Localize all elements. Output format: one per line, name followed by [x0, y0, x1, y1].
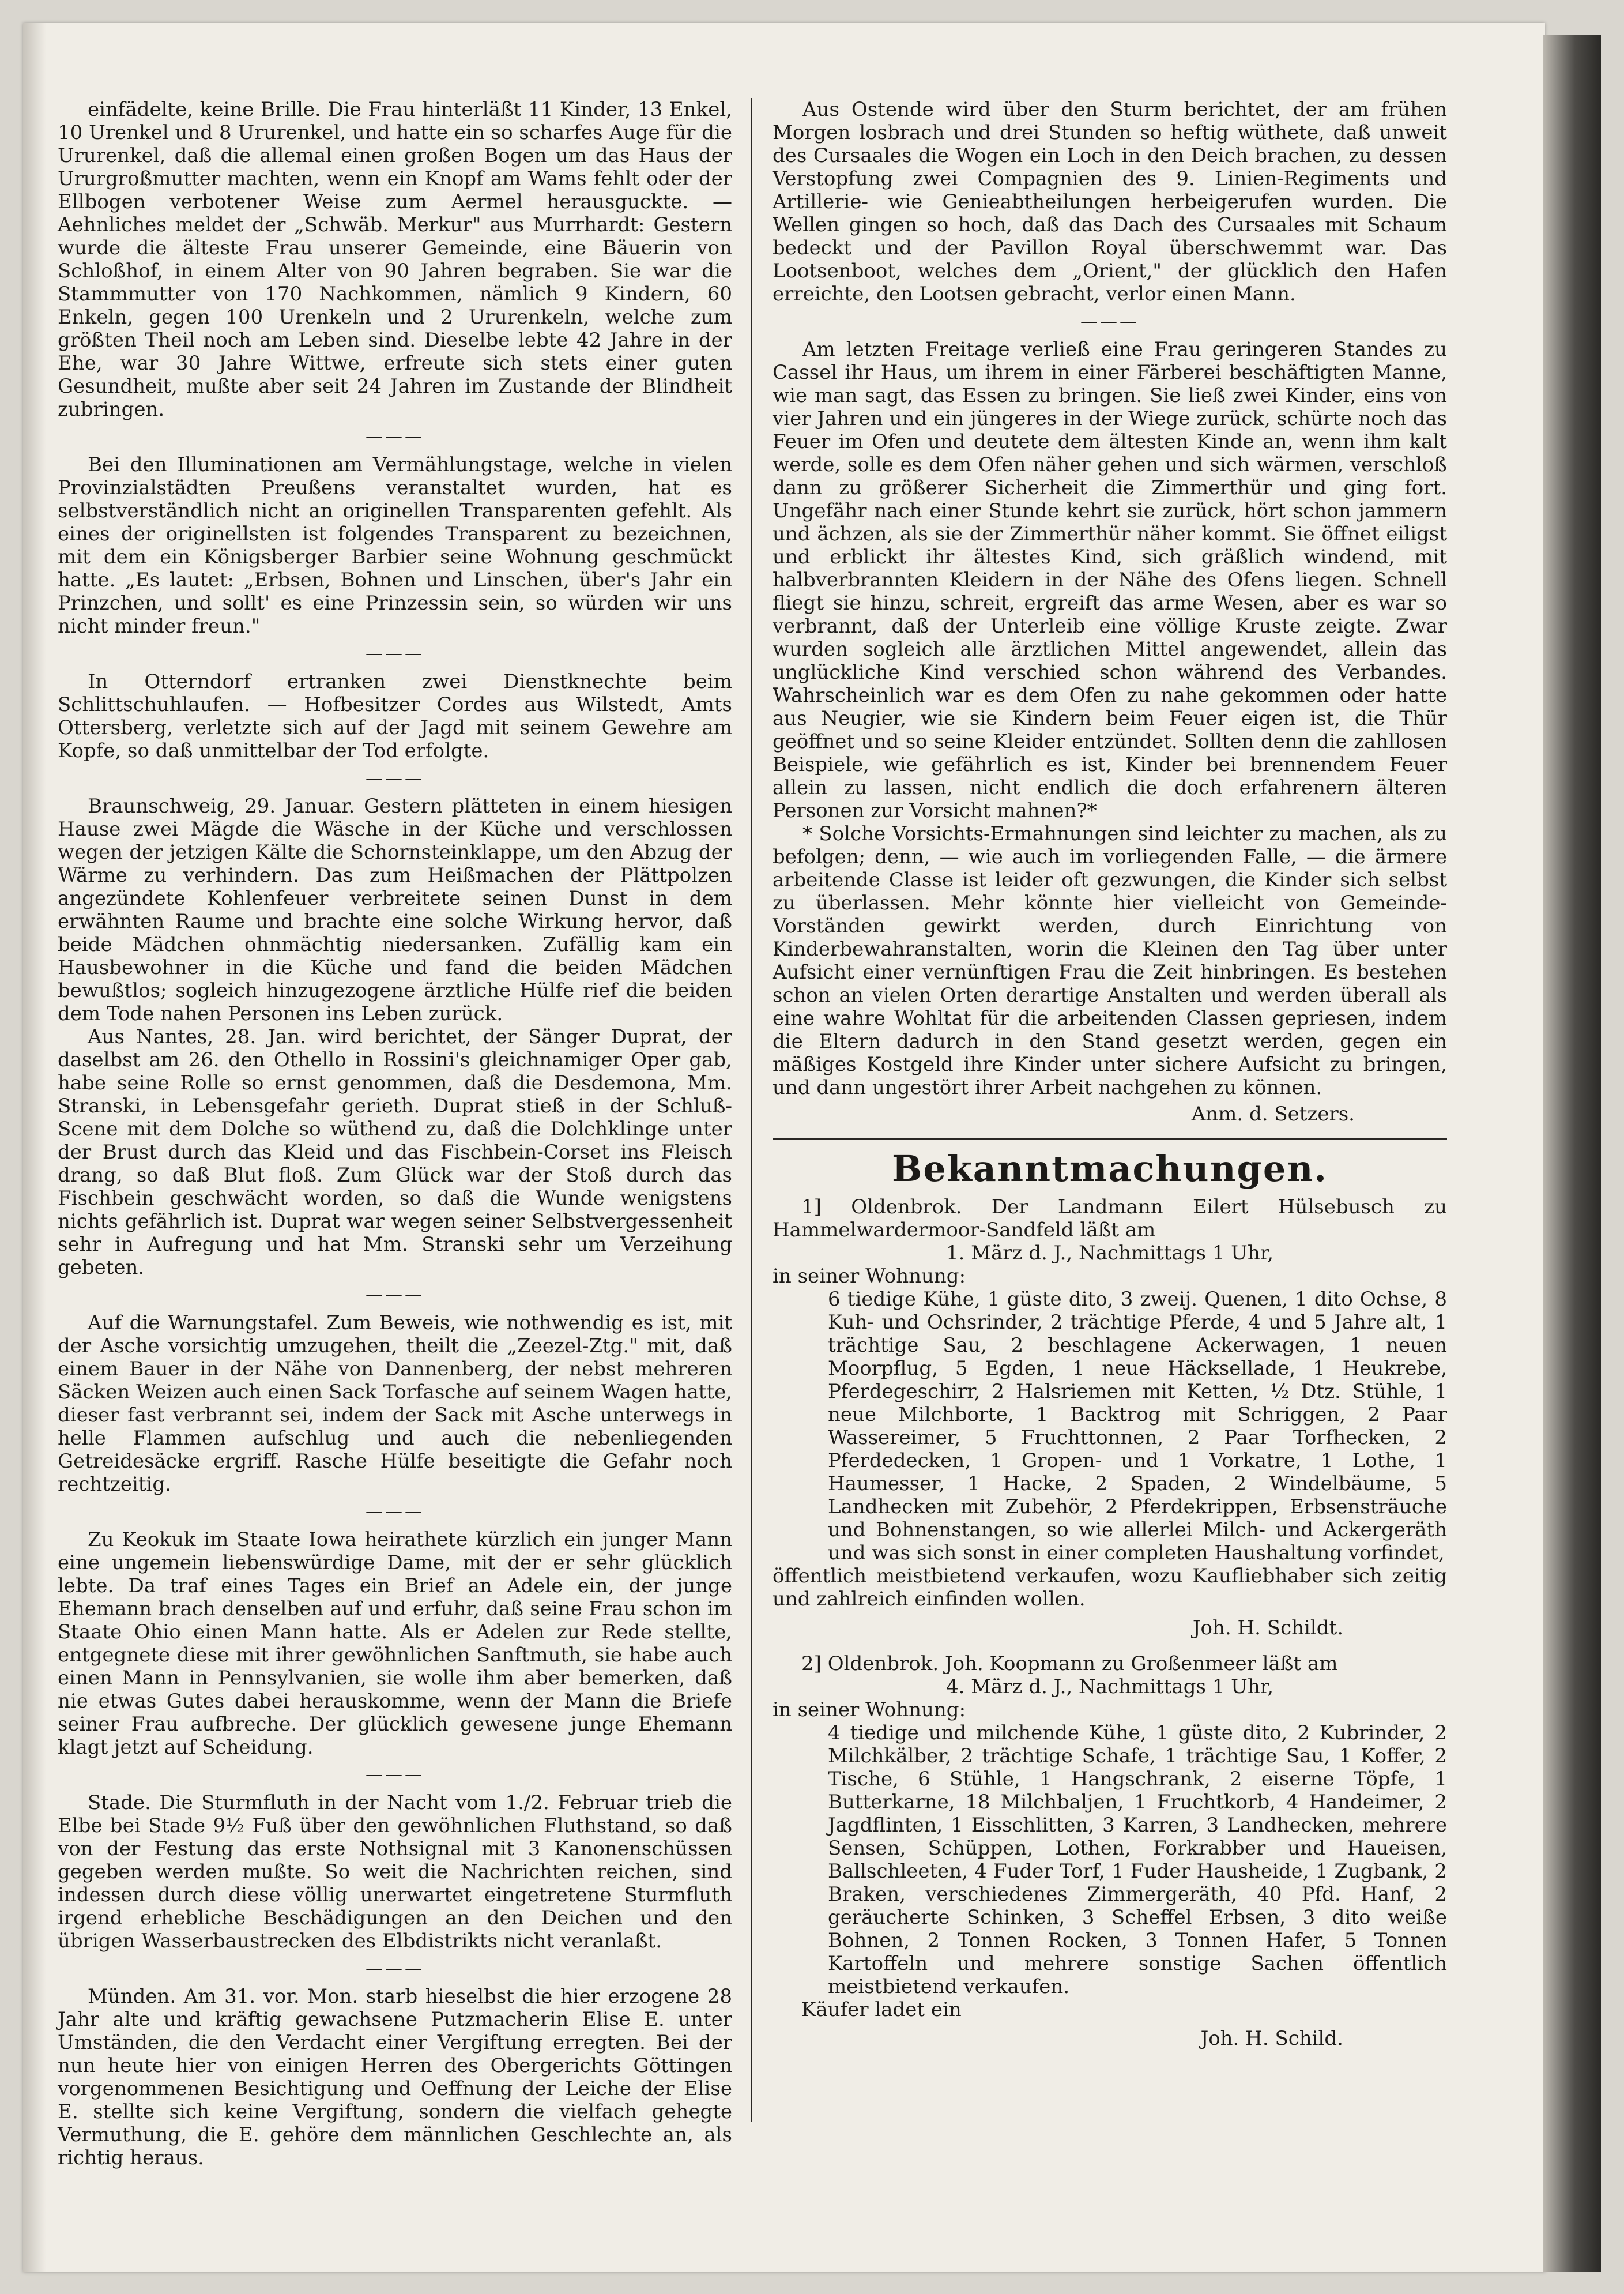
article-separator: ——— [366, 1958, 424, 1979]
right-column [773, 98, 1447, 2063]
news-item: In Otterndorf ertranken zwei Dienstknechte beim Schlittschuhlaufen. — Hofbesitzer Cordes aus Wilstedt, Amts Ottersberg, verletzte sich auf der Jagd mit seinem Gewehre am Kopfe, so daß unmittelbar der Tod erfolgte. [58, 670, 732, 762]
article-separator: ——— [366, 644, 424, 664]
notice-1-items: 6 tiedige Kühe, 1 güste dito, 3 zweij. Quenen, 1 dito Ochse, 8 Kuh- und Ochsrinder, 2 trächtige Pferde, 4 und 5 Jahre alt, 1 trächtige Sau, 2 beschlagene Ackerwagen, 1 neuen Moorpflug, 5 Egden, 1 neue Häcksellade, 1 Heukrebe, Pferdegeschirr, 2 Halsriemen mit Ketten, ½ Dtz. Stühle, 1 neue Milchborte, 1 Backtrog mit Schriggen, 2 Paar Wassereimer, 5 Fruchttonnen, 2 Paar Torfhecken, 2 Pferdedecken, 1 Gropen- und 1 Vorkatre, 1 Lothe, 1 Haumesser, 1 Hacke, 2 Spaden, 2 Windelbäume, 5 Landhecken mit Zubehör, 2 Pferdekrippen, Erbsensträuche und Bohnenstangen, so wie allerlei Milch- und Ackergeräth und was sich sonst in einer completen Haushaltung vorfindet, [828, 1288, 1447, 1565]
article-separator: ——— [366, 427, 424, 447]
news-item: Stade. Die Sturmfluth in der Nacht vom 1./2. Februar trieb die Elbe bei Stade 9½ Fuß über den gewöhnlichen Fluthstand, so daß von der Festung das erste Nothsignal mit 3 Kanonenschüssen gegeben werden mußte. So weit die Nachrichten reichen, sind indessen durch diese völlig unerwartet eingetretene Sturmfluth irgend erhebliche Beschädigungen an den Deichen und den übrigen Wasserbaustrecken des Elbdistrikts nicht veranlaßt. [58, 1791, 732, 1953]
article-separator: ——— [366, 1502, 424, 1522]
notice-1-where: in seiner Wohnung: [773, 1265, 966, 1288]
article-separator: ——— [1080, 311, 1139, 332]
column-divider [751, 98, 752, 2122]
notice-2-where: in seiner Wohnung: [773, 1698, 966, 1721]
news-item: * Solche Vorsichts-Ermahnungen sind leichter zu machen, als zu befolgen; denn, — wie auch im vorliegenden Falle, — die ärmere arbeitende Classe ist leider oft gezwungen, die Kinder sich selbst zu überlassen. Mehr könnte hier vielleicht von Gemeinde-Vorständen gewirkt werden, durch Einrichtung von Kinderbewahranstalten, worin die Kleinen den Tag über unter Aufsicht einer vernünftigen Frau die Zeit hinbringen. Es bestehen schon an vielen Orten derartige Anstalten und werden überall als eine wahre Wohltat für die arbeitenden Classen gepriesen, indem die Eltern dadurch in den Stand gesetzt werden, gegen ein mäßiges Kostgeld ihre Kinder unter sichere Aufsicht zu bringen, und dann ungestört ihrer Arbeit nachgehen zu können. [773, 822, 1447, 1099]
news-item: Auf die Warnungstafel. Zum Beweis, wie nothwendig es ist, mit der Asche vorsichtig umzugehen, theilt die „Zeezel-Ztg." mit, daß einem Bauer in der Nähe von Dannenberg, der nebst mehreren Säcken Weizen auch einen Sack Torfasche auf seinem Wagen hatte, dieser fast verbrannt sei, indem der Sack mit Asche unterwegs in helle Flammen aufschlug und auch die nebenliegenden Getreidesäcke ergriff. Rasche Hülfe beseitigte die Gefahr noch rechtzeitig. [58, 1311, 732, 1496]
news-item: Zu Keokuk im Staate Iowa heirathete kürzlich ein junger Mann eine ungemein liebenswürdige Dame, mit der er sehr glücklich lebte. Da traf eines Tages ein Brief an Adele ein, der junge Ehemann brach denselben auf und erfuhr, daß seine Frau schon im Staate Ohio einen Mann hatte. Als er Adelen zur Rede stellte, entgegnete diese mit ihrer gewöhnlichen Sanftmuth, sie habe auch einen Mann in Pennsylvanien, sie wolle ihm aber bemerken, daß nie etwas Gutes dabei herauskomme, wenn der Mann die Briefe seiner Frau aufbreche. Der glücklich gewesene junge Ehemann klagt jetzt auf Scheidung. [58, 1528, 732, 1759]
page-gutter-shadow [23, 23, 46, 2272]
notice-2-signature: Joh. H. Schild. [1200, 2027, 1343, 2050]
notice-2 [773, 1652, 1447, 2050]
news-item: Bei den Illuminationen am Vermählungstage, welche in vielen Provinzialstädten Preußens veranstaltet wurden, hat es selbstverständlich nicht an originellen Transparenten gefehlt. Als eines der originellsten ist folgendes Transparent zu bezeichnen, mit dem ein Königsberger Barbier seine Wohnung geschmückt hatte. „Es lautet: „Erbsen, Bohnen und Linschen, über's Jahr ein Prinzchen, und sollt' es eine Prinzessin sein, so würden wir uns nicht minder freun." [58, 453, 732, 638]
news-item: Münden. Am 31. vor. Mon. starb hieselbst die hier erzogene 28 Jahr alte und kräftig gewachsene Putzmacherin Elise E. unter Umständen, die den Verdacht einer Vergiftung erregten. Bei der nun heute hier von einigen Herren des Obergerichts Göttingen vorgenommenen Besichtigung und Oeffnung der Leiche der Elise E. stellte sich keine Vergiftung, sondern die vielfach gehegte Vermuthung, die E. gehöre dem männlichen Geschlechte an, als richtig heraus. [58, 1985, 732, 2169]
book-edge [1543, 35, 1601, 2272]
news-item: Braunschweig, 29. Januar. Gestern plätteten in einem hiesigen Hause zwei Mägde die Wäsche in der Küche und verschlossen wegen der jetzigen Kälte die Schornsteinklappe, um den Abzug der Wärme zu verhindern. Das zum Heißmachen der Plättpolzen angezündete Kohlenfeuer verbreitete seinen Dunst in dem erwähnten Raume und brachte eine solche Wirkung hervor, daß beide Mädchen ohnmächtig niedersanken. Zufällig kam ein Hausbewohner in die Küche und fand die beiden Mädchen bewußtlos; sogleich hinzugezogene ärztliche Hülfe rief die beiden dem Tode nahen Personen ins Leben zurück. [58, 795, 732, 1025]
notice-2-closing: Käufer ladet ein [801, 1998, 962, 2021]
notices-rule [773, 1138, 1447, 1140]
news-item: Aus Ostende wird über den Sturm berichtet, der am frühen Morgen losbrach und drei Stunden so heftig wüthete, daß unweit des Cursaales die Wogen ein Loch in den Deich brachen, zu dessen Verstopfung zwei Compagnien des 9. Linien-Regiments und Artillerie- wie Genieabtheilungen herbeigerufen wurden. Die Wellen gingen so hoch, daß das Dach des Cursaales mit Schaum bedeckt und der Pavillon Royal überschwemmt war. Das Lootsenboot, welches dem „Orient," der glücklich den Hafen erreichte, den Lootsen gebracht, verlor einen Mann. [773, 98, 1447, 306]
editor-note-signature: Anm. d. Setzers. [1191, 1103, 1355, 1126]
notice-1-signature: Joh. H. Schildt. [1192, 1616, 1343, 1639]
article-separator: ——— [366, 768, 424, 788]
news-item: Am letzten Freitage verließ eine Frau geringeren Standes zu Cassel ihr Haus, um ihrem in einer Färberei beschäftigten Manne, wie man sagt, das Essen zu bringen. Sie ließ zwei Kinder, eins von vier Jahren und ein jüngeres in der Wiege zurück, schürte noch das Feuer im Ofen und deutete dem ältesten Kinde an, wenn ihm kalt werde, solle es dem Ofen näher gehen und sich wärmen, verschloß dann zu größerer Sicherheit die Zimmerthür und ging fort. Ungefähr nach einer Stunde kehrt sie zurück, hört schon jammern und ächzen, als sie der Zimmerthür näher kommt. Sie öffnet eiligst und erblickt ihr ältestes Kind, sich gräßlich windend, mit halbverbrannten Kleidern in der Nähe des Ofens liegen. Schnell fliegt sie hinzu, schreit, ergreift das arme Wesen, aber es war so verbrannt, daß der Unterleib eine völlige Kruste zeigte. Zwar wurden sogleich alle ärztlichen Mittel angewendet, allein das unglückliche Kind verschied schon während des Verbandes. Wahrscheinlich war es dem Ofen zu nahe gekommen oder hatte aus Neugier, wie sie Kindern beim Feuer eigen ist, die Thür geöffnet und so seine Kleider entzündet. Sollten denn die zahllosen Beispiele, wie gefährlich es ist, Kinder bei brennendem Feuer allein zu lassen, nicht endlich die doch erfahrenern älteren Personen zur Vorsicht mahnen?* [773, 338, 1447, 822]
notice-1-closing: öffentlich meistbietend verkaufen, wozu Kaufliebhaber sich zeitig und zahlreich einfinden wollen. [773, 1565, 1447, 1611]
notices-title: Bekanntmachungen. [892, 1148, 1328, 1190]
notice-2-lead: 2] Oldenbrok. Joh. Koopmann zu Großenmeer läßt am [801, 1652, 1338, 1675]
right-column-articles [773, 98, 1447, 1126]
notice-1-lead: 1] Oldenbrok. Der Landmann Eilert Hülsebusch zu Hammelwardermoor-Sandfeld läßt am [773, 1195, 1447, 1242]
left-column [58, 98, 732, 2169]
notice-1 [773, 1195, 1447, 1639]
notice-2-date: 4. März d. J., Nachmittags 1 Uhr, [945, 1675, 1274, 1698]
news-item: einfädelte, keine Brille. Die Frau hinterläßt 11 Kinder, 13 Enkel, 10 Urenkel und 8 Ururenkel, und hatte ein so scharfes Auge für die Ururenkel, daß die allemal einen großen Bogen um das Haus der Ururgroßmutter machten, wenn ein Knopf am Wams fehlt oder der Ellbogen verbotener Weise zum Aermel herausguckte. — Aehnliches meldet der „Schwäb. Merkur" aus Murrhardt: Gestern wurde die älteste Frau unserer Gemeinde, eine Bäuerin von Schloßhof, in einem Alter von 90 Jahren begraben. Sie war die Stammmutter von 170 Nachkommen, nämlich 9 Kindern, 60 Enkeln, gegen 100 Urenkeln und 2 Ururenkeln, welche zum größten Theil noch am Leben sind. Dieselbe lebte 42 Jahre in der Ehe, war 30 Jahre Wittwe, erfreute sich stets einer guten Gesundheit, mußte aber seit 24 Jahren im Zustande der Blindheit zubringen. [58, 98, 732, 421]
news-item: Aus Nantes, 28. Jan. wird berichtet, der Sänger Duprat, der daselbst am 26. den Othello in Rossini's gleichnamiger Oper gab, habe seine Rolle so ernst genommen, daß die Desdemona, Mm. Stranski, in Lebensgefahr gerieth. Duprat stieß in der Schluß-Scene mit dem Dolche so wüthend zu, daß die Dolchklinge unter der Brust durch das Kleid und das Fischbein-Corset ins Fleisch drang, so daß Blut floß. Zum Glück war der Stoß durch das Fischbein geschwächt worden, so daß die Wunde wenigstens nichts gefährlich ist. Duprat war wegen seiner Selbstvergessenheit sehr in Aufregung und hat Mm. Stranski sehr um Verzeihung gebeten. [58, 1025, 732, 1279]
article-separator: ——— [366, 1285, 424, 1305]
notice-2-items: 4 tiedige und milchende Kühe, 1 güste dito, 2 Kubrinder, 2 Milchkälber, 2 trächtige Schafe, 1 trächtige Sau, 1 Koffer, 2 Tische, 6 Stühle, 1 Hangschrank, 2 eiserne Töpfe, 1 Butterkarne, 18 Milchbaljen, 1 Fruchtkorb, 4 Handeimer, 2 Jagdflinten, 1 Eisschlitten, 3 Karren, 3 Landhecken, mehrere Sensen, Schüppen, Lothen, Forkrabber und Haueisen, Ballschleeten, 4 Fuder Torf, 1 Fuder Hausheide, 1 Zugbank, 2 Braken, verschiedenes Zimmergeräth, 40 Pfd. Hanf, 2 geräucherte Schinken, 3 Scheffel Erbsen, 3 dito weiße Bohnen, 2 Tonnen Rocken, 3 Tonnen Hafer, 5 Tonnen Kartoffeln und mehrere sonstige Sachen öffentlich meistbietend verkaufen. [828, 1721, 1447, 1998]
notice-1-date: 1. März d. J., Nachmittags 1 Uhr, [945, 1242, 1274, 1265]
article-separator: ——— [366, 1765, 424, 1785]
